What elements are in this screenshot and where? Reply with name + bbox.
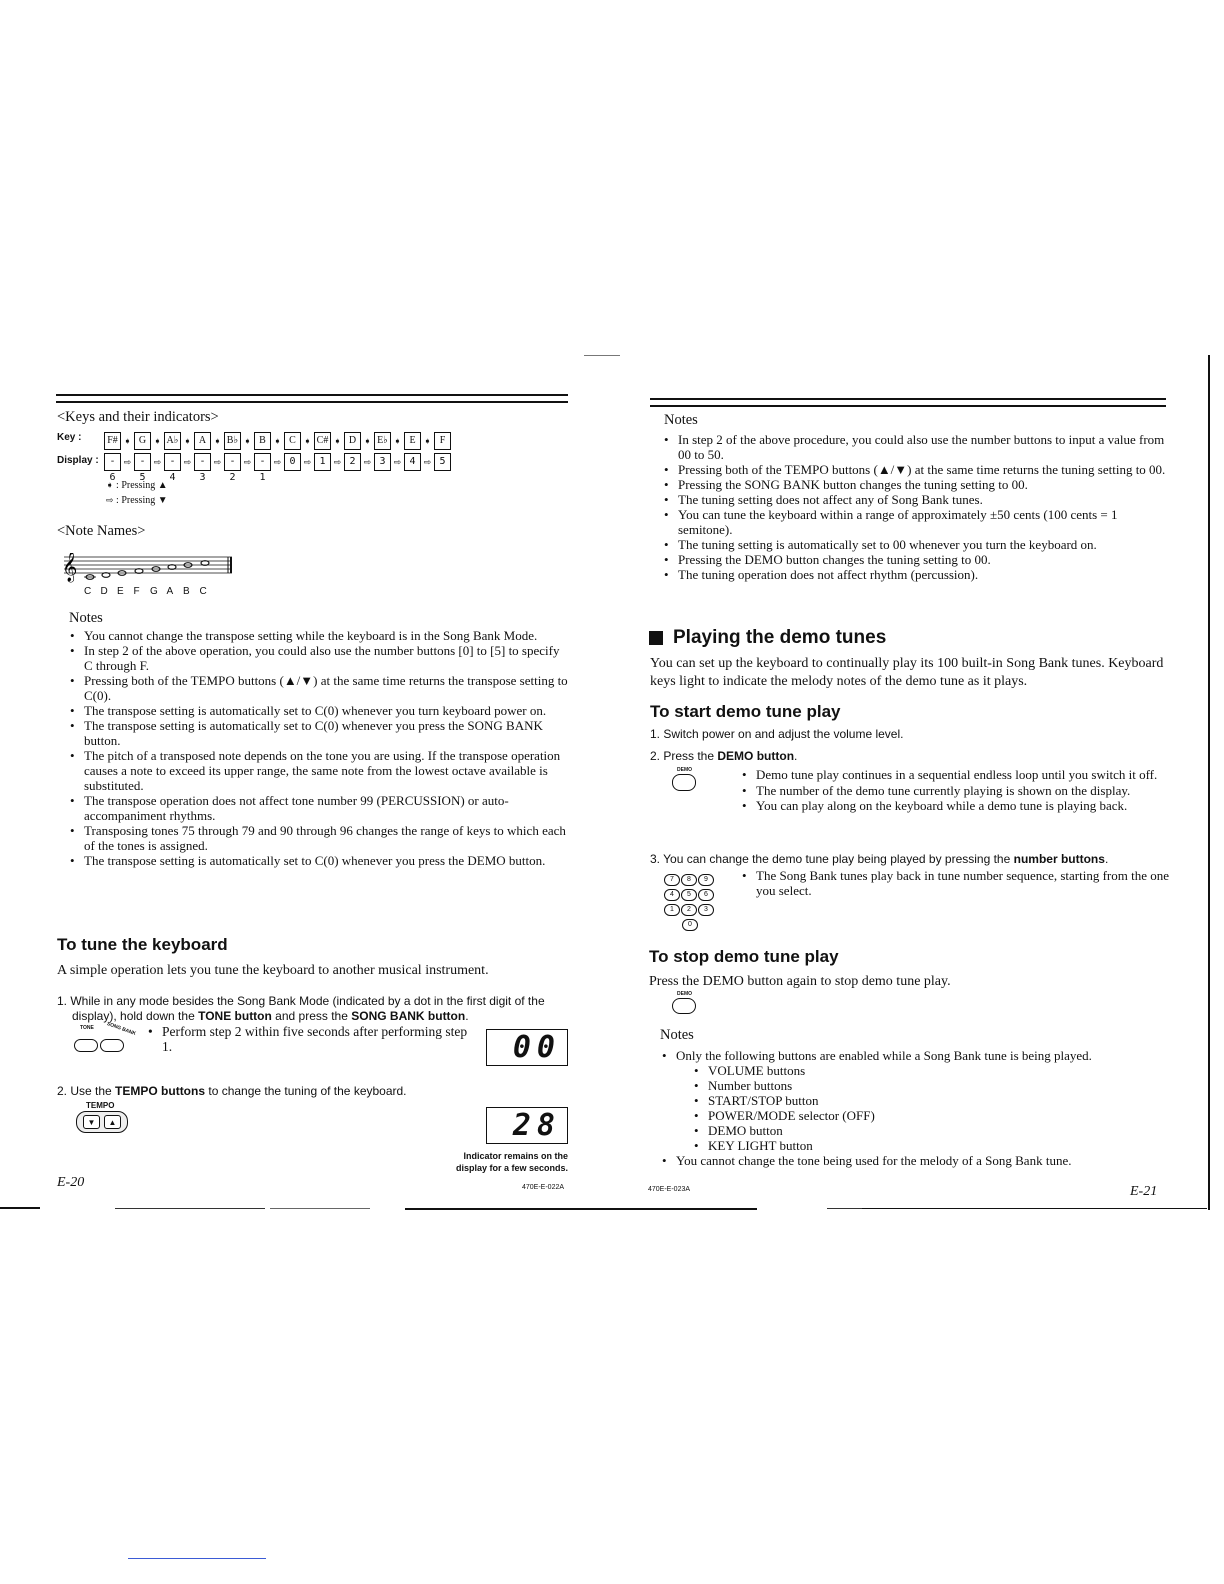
page-code: 470E-E-023A bbox=[648, 1186, 691, 1193]
tone-label: TONE bbox=[80, 1025, 94, 1031]
legend-down: ⇨ : Pressing ▼ bbox=[106, 495, 168, 506]
start-bullet: • Demo tune play continues in a sequential endless loop until you switch it off. bbox=[740, 767, 1170, 783]
arrow-right-icon: ➧ bbox=[106, 480, 114, 490]
number-button-row bbox=[664, 883, 734, 898]
note-item: • The pitch of a transposed note depends on the tone you are using. If the transpose operation causes a note to exceed its upper range, the same note from the lowest octave available is substituted. bbox=[68, 748, 568, 793]
right-page bbox=[612, 0, 1224, 1584]
stop-text: Press the DEMO button again to stop demo tune play. bbox=[649, 974, 951, 989]
arrow-outline-icon: ⇨ bbox=[393, 456, 402, 467]
display-box: - 5 bbox=[134, 453, 151, 471]
display-box: - 1 bbox=[254, 453, 271, 471]
note-names-row bbox=[84, 586, 216, 597]
demo-button-stop[interactable] bbox=[672, 998, 696, 1014]
scan-artifact-line bbox=[128, 1558, 266, 1559]
enabled-button-item: • KEY LIGHT button bbox=[692, 1138, 1170, 1153]
number-button[interactable]: 9 bbox=[698, 874, 714, 886]
arrow-right-icon: ➧ bbox=[333, 435, 342, 446]
display-box: 1 bbox=[314, 453, 331, 471]
enabled-buttons-list bbox=[676, 1063, 1170, 1153]
number-button[interactable]: 3 bbox=[698, 904, 714, 916]
number-button[interactable]: 2 bbox=[681, 904, 697, 916]
triangle-down-icon: ▼ bbox=[87, 1117, 96, 1127]
arrow-right-icon: ➧ bbox=[243, 435, 252, 446]
page-number: E-21 bbox=[1130, 1184, 1158, 1199]
arrow-right-icon: ➧ bbox=[153, 435, 162, 446]
notes-list bbox=[662, 432, 1167, 582]
note-item: • The tuning setting is automatically set to 00 whenever you turn the keyboard on. bbox=[662, 537, 1167, 552]
bottom-rule-segment bbox=[270, 1208, 370, 1209]
notes-title: Notes bbox=[664, 412, 698, 428]
start-step-3: 3. You can change the demo tune play being played by pressing the number buttons. bbox=[650, 852, 1109, 866]
bottom-rule-segment bbox=[612, 1208, 757, 1210]
arrow-outline-icon: ⇨ bbox=[273, 456, 282, 467]
start-step-2: 2. Press the DEMO button. bbox=[650, 749, 798, 763]
note-name: A bbox=[166, 586, 174, 597]
note-names-heading: <Note Names> bbox=[57, 523, 146, 539]
arrow-right-icon: ➧ bbox=[183, 435, 192, 446]
note-item: • In step 2 of the above procedure, you could also use the number buttons to input a value from 00 to 50. bbox=[662, 432, 1167, 462]
indicator-note: Indicator remains on the display for a few seconds. bbox=[455, 1151, 568, 1173]
display-box: - 4 bbox=[164, 453, 181, 471]
keys-heading: <Keys and their indicators> bbox=[57, 409, 219, 425]
crop-mark bbox=[584, 355, 620, 356]
arrow-outline-icon: ⇨ bbox=[333, 456, 342, 467]
page-edge bbox=[1208, 355, 1210, 1210]
arrow-outline-icon: ⇨ bbox=[363, 456, 372, 467]
note-name: G bbox=[150, 586, 158, 597]
note-name: B bbox=[183, 586, 190, 597]
key-indicator-row bbox=[104, 432, 451, 450]
start-bullet: • The number of the demo tune currently playing is shown on the display. bbox=[740, 783, 1170, 799]
tempo-label: TEMPO bbox=[86, 1101, 115, 1110]
note-item: • The transpose setting is automatically set to C(0) whenever you turn keyboard power on. bbox=[68, 703, 568, 718]
note-item: • You cannot change the transpose setting while the keyboard is in the Song Bank Mode. bbox=[68, 628, 568, 643]
notes-title: Notes bbox=[69, 610, 103, 626]
note-item: • The tuning setting does not affect any of Song Bank tunes. bbox=[662, 492, 1167, 507]
number-button[interactable]: 5 bbox=[681, 889, 697, 901]
display-box: - 2 bbox=[224, 453, 241, 471]
tune-intro: A simple operation lets you tune the keyboard to another musical instrument. bbox=[57, 963, 489, 978]
treble-clef-icon: 𝄞 bbox=[62, 553, 78, 582]
top-rule bbox=[650, 398, 1166, 407]
arrow-outline-icon: ⇨ bbox=[183, 456, 192, 467]
note-item: • The transpose setting is automatically set to C(0) whenever you press the SONG BANK button. bbox=[68, 718, 568, 748]
arrow-right-icon: ➧ bbox=[423, 435, 432, 446]
note-item: • Pressing the DEMO button changes the tuning setting to 00. bbox=[662, 552, 1167, 567]
arrow-outline-icon: ⇨ bbox=[123, 456, 132, 467]
number-button[interactable]: 6 bbox=[698, 889, 714, 901]
step3-bullet: • The Song Bank tunes play back in tune number sequence, starting from the one you select. bbox=[740, 868, 1170, 898]
number-button-row bbox=[664, 898, 734, 913]
key-box: B bbox=[254, 432, 271, 450]
page-number: E-20 bbox=[57, 1175, 85, 1190]
demo-intro: You can set up the keyboard to continually play its 100 built-in Song Bank tunes. Keyboard keys light to indicate the melody notes of the demo tune as it plays. bbox=[650, 656, 1164, 689]
enabled-button-item: • POWER/MODE selector (OFF) bbox=[692, 1108, 1170, 1123]
arrow-right-icon: ➧ bbox=[393, 435, 402, 446]
arrow-outline-icon: ⇨ bbox=[106, 495, 114, 505]
enabled-button-item: • VOLUME buttons bbox=[692, 1063, 1170, 1078]
enabled-button-item: • DEMO button bbox=[692, 1123, 1170, 1138]
display-indicator-row bbox=[104, 453, 451, 483]
display-label: Display : bbox=[57, 455, 99, 466]
staff-notation bbox=[60, 553, 235, 585]
start-bullets bbox=[740, 767, 1170, 814]
triangle-up-icon: ▲ bbox=[108, 1117, 117, 1127]
number-button[interactable]: 8 bbox=[681, 874, 697, 886]
stop-heading: To stop demo tune play bbox=[649, 947, 839, 966]
notes2-title: Notes bbox=[660, 1027, 694, 1043]
note-item: • Pressing both of the TEMPO buttons (▲/▼) at the same time returns the transpose setting to C(0). bbox=[68, 673, 568, 703]
number-button[interactable]: 4 bbox=[664, 889, 680, 901]
note-item: • The transpose operation does not affect tone number 99 (PERCUSSION) or auto-accompaniment rhythms. bbox=[68, 793, 568, 823]
song-bank-button[interactable] bbox=[100, 1039, 124, 1052]
page-code: 470E-E-022A bbox=[522, 1184, 565, 1191]
number-button[interactable]: 1 bbox=[664, 904, 680, 916]
key-box: E♭ bbox=[374, 432, 391, 450]
bottom-rule-segment bbox=[115, 1208, 265, 1209]
start-step-1: 1. Switch power on and adjust the volume level. bbox=[650, 727, 904, 741]
arrow-outline-icon: ⇨ bbox=[303, 456, 312, 467]
arrow-outline-icon: ⇨ bbox=[213, 456, 222, 467]
arrow-right-icon: ➧ bbox=[123, 435, 132, 446]
demo-heading: Playing the demo tunes bbox=[673, 627, 887, 648]
demo-button[interactable] bbox=[672, 774, 696, 791]
tempo-buttons bbox=[76, 1111, 128, 1133]
number-button[interactable]: 0 bbox=[682, 919, 698, 931]
display-box: 3 bbox=[374, 453, 391, 471]
square-bullet-icon bbox=[649, 631, 663, 645]
tempo-up-button[interactable] bbox=[104, 1115, 121, 1129]
display-box: 4 bbox=[404, 453, 421, 471]
tone-button[interactable] bbox=[74, 1039, 98, 1052]
display-box: 2 bbox=[344, 453, 361, 471]
note-name: C bbox=[199, 586, 207, 597]
lcd-display-2: 28 bbox=[486, 1107, 568, 1144]
display-box: 0 bbox=[284, 453, 301, 471]
arrow-right-icon: ➧ bbox=[213, 435, 222, 446]
step1-bullet: • Perform step 2 within five seconds after performing step 1. bbox=[146, 1024, 476, 1054]
key-box: F bbox=[434, 432, 451, 450]
top-rule bbox=[56, 394, 568, 403]
demo-label: DEMO bbox=[677, 767, 692, 773]
tune-step-1: 1. While in any mode besides the Song Bank Mode (indicated by a dot in the first digit of the display), hold down the TONE button and press the SONG BANK button. bbox=[57, 994, 545, 1023]
key-box: C bbox=[284, 432, 301, 450]
note-name: E bbox=[117, 586, 124, 597]
note-item: • Pressing the SONG BANK button changes the tuning setting to 00. bbox=[662, 477, 1167, 492]
bottom-rule-segment bbox=[0, 1207, 40, 1209]
key-box: G bbox=[134, 432, 151, 450]
bottom-rule-segment bbox=[827, 1208, 862, 1209]
note-item: • The transpose setting is automatically set to C(0) whenever you press the DEMO button. bbox=[68, 853, 568, 868]
key-box: C# bbox=[314, 432, 331, 450]
note-name: D bbox=[100, 586, 108, 597]
demo-heading-row bbox=[649, 627, 886, 649]
number-button[interactable]: 7 bbox=[664, 874, 680, 886]
bottom-rule-segment bbox=[405, 1208, 612, 1210]
key-box: A bbox=[194, 432, 211, 450]
key-box: E bbox=[404, 432, 421, 450]
arrow-outline-icon: ⇨ bbox=[153, 456, 162, 467]
demo-label-2: DEMO bbox=[677, 991, 692, 997]
enabled-button-item: • Number buttons bbox=[692, 1078, 1170, 1093]
start-heading: To start demo tune play bbox=[650, 702, 841, 721]
step1-bullets bbox=[146, 1024, 476, 1054]
key-label: Key : bbox=[57, 432, 82, 443]
step3-bullets bbox=[740, 868, 1170, 898]
number-buttons bbox=[664, 868, 734, 928]
arrow-right-icon: ➧ bbox=[273, 435, 282, 446]
note-item: • You can tune the keyboard within a range of approximately ±50 cents (100 cents = 1 semitone). bbox=[662, 507, 1167, 537]
number-button-row bbox=[664, 868, 734, 883]
key-box: A♭ bbox=[164, 432, 181, 450]
display-box: - 6 bbox=[104, 453, 121, 471]
lcd-display-1: 00 bbox=[486, 1029, 568, 1066]
notes2-lead: • Only the following buttons are enabled while a Song Bank tune is being played. • VOLUME buttons • Number buttons • START/STOP button • POWER/MODE selector (OFF) • DEMO button • KEY LIGHT button bbox=[660, 1048, 1170, 1153]
notes2-last: • You cannot change the tone being used for the melody of a Song Bank tune. bbox=[660, 1153, 1170, 1168]
display-box: 5 bbox=[434, 453, 451, 471]
note-item: • Pressing both of the TEMPO buttons (▲/▼) at the same time returns the tuning setting to 00. bbox=[662, 462, 1167, 477]
songbank-label: SONG BANK bbox=[105, 1020, 137, 1038]
arrow-outline-icon: ⇨ bbox=[243, 456, 252, 467]
tempo-down-button[interactable] bbox=[83, 1115, 100, 1129]
note-item: • Transposing tones 75 through 79 and 90 through 96 changes the range of keys to which each of the tones is assigned. bbox=[68, 823, 568, 853]
notes2-list bbox=[660, 1048, 1170, 1168]
key-box: B♭ bbox=[224, 432, 241, 450]
tune-step-2: 2. Use the TEMPO buttons to change the tuning of the keyboard. bbox=[57, 1084, 407, 1098]
enabled-button-item: • START/STOP button bbox=[692, 1093, 1170, 1108]
note-item: • In step 2 of the above operation, you could also use the number buttons [0] to [5] to specify C through F. bbox=[68, 643, 568, 673]
start-bullet: • You can play along on the keyboard while a demo tune is playing back. bbox=[740, 798, 1170, 814]
display-box: - 3 bbox=[194, 453, 211, 471]
legend-up: ➧ : Pressing ▲ bbox=[106, 480, 168, 491]
key-box: D bbox=[344, 432, 361, 450]
arrow-outline-icon: ⇨ bbox=[423, 456, 432, 467]
arrow-right-icon: ➧ bbox=[363, 435, 372, 446]
notes-list bbox=[68, 628, 568, 868]
note-name: C bbox=[84, 586, 92, 597]
key-box: F# bbox=[104, 432, 121, 450]
tune-heading: To tune the keyboard bbox=[57, 935, 228, 954]
note-name: F bbox=[133, 586, 140, 597]
note-item: • The tuning operation does not affect rhythm (percussion). bbox=[662, 567, 1167, 582]
arrow-right-icon: ➧ bbox=[303, 435, 312, 446]
bottom-rule-segment bbox=[862, 1208, 1207, 1209]
